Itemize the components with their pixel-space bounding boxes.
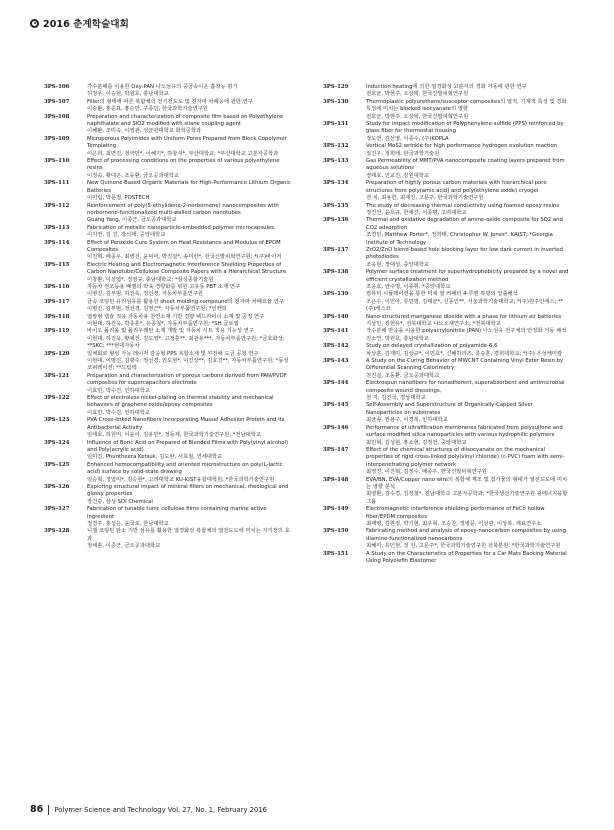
entry-title: Fabrication of tunable tunic cellulose films containing marine active ingredient <box>87 506 267 520</box>
entry-code: 3PS-120 <box>44 350 70 357</box>
entry-code: 3PS-144 <box>323 380 349 387</box>
entry-authors: 이창환, 이상엽*, 정영규, 충남대학교; *삼성종합기술원 <box>87 276 214 283</box>
abstract-entry <box>44 240 292 262</box>
entry-title: Effect of electroless nickel-plating on thermal stability and mechanical behaviors of graphene oxide/epoxy composites <box>87 395 274 409</box>
entry-code: 3PS-151 <box>323 550 349 557</box>
entry-authors: 전호균, 박현주, 오상택, 한국신발피혁연구원 <box>366 113 469 120</box>
entry-title: Filler의 형태에 따른 복합체의 전기전도도 및 전자파 차폐능에 관한 연구 <box>87 98 253 105</box>
entry-body <box>87 180 292 202</box>
entry-title: 열쌍형 캡슐 적용 자동차용 천연소재 기반 경량 헤드라이너 소재 및 공정 연구 <box>87 313 265 320</box>
abstract-entry <box>323 158 571 180</box>
entry-authors: 조욱현, 정대성, 중앙대학교 <box>366 261 430 268</box>
entry-code: 3PS-127 <box>44 506 70 513</box>
left-column <box>44 84 292 551</box>
abstract-entry <box>44 114 292 136</box>
entry-code: 3PS-124 <box>44 439 70 446</box>
entry-code: 3PS-139 <box>323 291 349 298</box>
abstract-entry <box>323 477 571 507</box>
entry-code: 3PS-122 <box>44 395 70 402</box>
entry-authors: 임태호, 허원미, 이윤이, 김용민*, 정동제, 한국과학기술연구원; *전남대학교 <box>87 432 261 439</box>
entry-code: 3PS-131 <box>323 121 349 128</box>
entry-title: Electromagnetic interference shielding performance of FeCo hollow fiber/EPDM composites <box>366 506 545 520</box>
entry-title: Study on delayed crystallization of polyamide-6,6 <box>366 343 498 350</box>
abstract-entry <box>323 358 571 380</box>
abstract-entry <box>44 203 292 225</box>
entry-authors: 지상민, 김현용*, 전북대학교 나노소재연구소; *전북대학교 <box>366 321 501 327</box>
entry-body <box>87 417 292 439</box>
entry-code: 3PS-149 <box>323 506 349 513</box>
abstract-entry <box>44 328 292 350</box>
entry-code: 3PS-115 <box>44 261 70 268</box>
entry-title: Self-Assembly and Superstructure of Organically-Capped Silver Nanoparticles on substrates <box>366 402 533 416</box>
entry-authors: 이병진, 김부범, 정선경, 김영근*, 자동차부품연구원; *인켄틱 <box>87 306 227 313</box>
entry-code: 3PS-128 <box>44 528 70 535</box>
entry-title: Effect of the chemical structures of diisocyanate on the mechanical properties of rigid cross-linked poly(vinyl chloride) (c-PVC) foam with semi-interpenetrating polymer network <box>366 446 565 468</box>
conference-title: 2016 춘계학술대회 <box>43 19 129 30</box>
entry-authors: 정진우, 정희태, 한국과학기술원 <box>366 150 440 157</box>
entry-authors: 정도연, 김선영, 이종수, (주)KOPLA <box>366 135 449 142</box>
entry-body <box>87 528 292 550</box>
entry-code: 3PS-111 <box>44 180 70 187</box>
entry-body <box>87 373 292 395</box>
entry-code: 3PS-106 <box>44 84 70 90</box>
entry-code: 3PS-135 <box>323 202 349 209</box>
entry-title: PVA Cross-linked Nanofibers Incorporating Mussel Adhesion Protein and Its Antibacterial Activity <box>87 417 285 431</box>
entry-body <box>87 203 292 225</box>
entry-code: 3PS-108 <box>44 113 70 120</box>
abstract-entry <box>44 417 292 439</box>
entry-code: 3PS-125 <box>44 461 70 468</box>
entry-body <box>87 114 292 136</box>
page-header <box>30 16 129 30</box>
entry-authors: 임승혁, 정엽미*, 김승현*, 고려대학교 KU-KIST융합대학원; *한국과학기술연구원 <box>87 476 275 483</box>
abstract-entry <box>44 462 292 484</box>
entry-body <box>87 395 292 417</box>
entry-code: 3PS-119 <box>44 328 70 335</box>
entry-title: 가수분해를 이용한 Oxy-PAN 나노섬유의 중금속이온 흡착능 평가 <box>87 84 238 90</box>
entry-title: Preparation and characterization of composite film based on Polyethylene naphthalate and SiO2 modified with silane coupling agent <box>87 113 284 128</box>
entry-authors: 이미림, 박문정, POSTECH <box>87 195 150 202</box>
entry-title: Fabrication of metallic nanoparticle-embedded polymer microcapsules, <box>87 224 276 231</box>
entry-code: 3PS-145 <box>323 402 349 409</box>
entry-code: 3PS-129 <box>323 84 349 90</box>
entry-title: Preparation and characterization of porous carbons derived from PAN/PVDF composites for supercapacitors electrode <box>87 372 287 387</box>
entry-authors: 최민혁, 김성현, 홍소현, 김정건, 중앙대학교 <box>366 439 467 446</box>
entry-body <box>366 425 571 447</box>
abstract-entry <box>44 158 292 180</box>
abstract-entry <box>44 180 292 202</box>
page-number: 86 <box>30 804 44 815</box>
abstract-entry <box>44 506 292 528</box>
entry-body <box>366 143 571 158</box>
entry-authors: 이효민, 박수진, 인하대학교 <box>87 387 151 394</box>
entry-title: Induction heating에 의한 열경화성 고분자의 경화 거동에 관한 연구 <box>366 84 527 90</box>
entry-title: EVA/BN, EVA/Copper nano wire의 복합체 제조 및 첨가물의 형태가 열전도도에 미치는 영향 분석 <box>366 476 568 490</box>
entry-code: 3PS-107 <box>44 98 70 105</box>
entry-body <box>366 447 571 477</box>
abstract-entry <box>323 203 571 218</box>
entry-body <box>366 203 571 218</box>
entry-code: 3PS-134 <box>323 180 349 187</box>
entry-title: Exploring structural impact of mineral fillers on mechanical, rheological and glossy properties <box>87 483 289 498</box>
entry-authors: 조경민, Matthew Porter*, 정희태, Christopher W. Jones*, KAIST; *Georgia Institute of Technology <box>366 232 553 246</box>
entry-authors: 정세훈, 이종근, 금오공과대학교 <box>87 543 161 550</box>
entry-authors: 천진실, 조동환, 금오공과대학교 <box>366 372 440 379</box>
entry-authors: 최재영, 김현정, 박기현, 최우혁, 조승찬, 정병문, 이상관, 이상복, 재료연구소 <box>366 520 542 527</box>
entry-authors: 전호균, 박현주, 오상택, 한국신발피혁연구원 <box>366 91 469 98</box>
entry-title: Effect of Peroxide Cure System on Heat Resistance and Modulus of EPDM Composites <box>87 239 281 253</box>
entry-authors: 조은수, 이민아, 류민영, 김태균*, 신동인**, 서울과학기술대학교; *(주)원주인에스; **(주)케스코 <box>366 298 564 313</box>
entry-title: 컴퓨터 시뮬레이션을 통한 미세 열 커패터 4-루멘 튜빙의 압출해석 <box>366 291 518 298</box>
entry-title: Microporous Polyimides with Uniform Pores Prepared from Block Copolymer Templating <box>87 135 287 150</box>
abstract-entry <box>323 402 571 424</box>
entry-authors: 정태호, 인교진, 강원대학교 <box>366 172 430 179</box>
entry-body <box>366 343 571 358</box>
entry-title: Performance of ultrafiltration membranes fabricated from polysulfone and surface modified silica nanoparticles with various hydrophilic polymers <box>366 424 563 439</box>
entry-code: 3PS-113 <box>44 224 70 231</box>
entry-body <box>366 247 571 269</box>
right-column <box>323 84 571 565</box>
abstract-entry <box>323 343 571 358</box>
abstract-entry <box>323 180 571 202</box>
entry-authors: 이정숙, 황대곤, 조동환, 금오공과대학교 <box>87 172 179 179</box>
entry-title: Nano-structured manganese dioxide with a phase for lithium air batteries <box>366 313 562 320</box>
abstract-entry <box>44 225 292 240</box>
entry-body <box>366 402 571 424</box>
circle-bullet-icon <box>30 19 39 28</box>
entry-code: 3PS-140 <box>323 313 349 320</box>
entry-code: 3PS-133 <box>323 158 349 165</box>
entry-authors: 전 치, 최용한, 최재진, 고문주, 한국과학기술연구원 <box>366 195 484 202</box>
entry-body <box>87 99 292 114</box>
entry-title: Influence of Boric Acid on Prepared of Blended Films with Poly(vinyl alcohol) and Poly(acrylic acid) <box>87 439 289 453</box>
entry-title: 일체회로 형성 가능 레이저 감응형 PPS 복합소재 및 부전해 도금 공정 연구 <box>87 350 259 357</box>
entry-body <box>366 380 571 402</box>
entry-body <box>87 314 292 329</box>
abstract-entry <box>44 262 292 284</box>
abstract-entry <box>44 99 292 114</box>
entry-body <box>87 462 292 484</box>
entry-title: 니켈 코팅된 탄소 기반 섬유를 활용한 열경화성 복합체의 열전도도에 미치는 자기장의 효과 <box>87 528 290 542</box>
entry-title: ZrO2/ZnO blend-based hole blocking layer for low dark current in inverted photodiodes <box>366 246 563 261</box>
entry-authors: 진소연, 박원호, 충남대학교 <box>366 335 430 342</box>
entry-code: 3PS-118 <box>44 313 70 320</box>
entry-authors: 이현대, 하진욱, 박종훈*, 유종철*, 자동차부품연구원; *SH 글로벌 <box>87 321 239 327</box>
entry-body <box>87 262 292 284</box>
entry-title: Electrospun nanofibers for nonadherent, superabsorbent and antimicrobial composite wound dressings, <box>366 380 565 394</box>
entry-title: A Study on the Curing Behavior of MWCNT Containing Vinyl Ester Resin by Differential Scanning Calorimetry <box>366 358 564 372</box>
entry-code: 3PS-143 <box>323 358 349 365</box>
abstract-entry <box>44 528 292 550</box>
abstract-entry <box>44 351 292 373</box>
abstract-entry <box>44 284 292 299</box>
entry-title: A Study on the Characteristics of Properties for a Car Mats Backing Material Using Polyolefin Elastomer <box>366 550 567 564</box>
entry-authors: 천 지, 김진국, 경상대학교 <box>366 395 426 402</box>
abstract-entry <box>44 373 292 395</box>
entry-title: Polymer surface treatment for superhydrophobicity prepared by a novel and efficient crystallization method <box>366 269 569 283</box>
entry-title: Fabricating method and analysis of epoxy-nanocarbon composites by using diamine-functionalized nanocarbons <box>366 528 567 542</box>
entry-title: New Quinone-Based Organic Materials for High-Performance Lithium Organic Batteries <box>87 180 291 194</box>
entry-code: 3PS-147 <box>323 446 349 453</box>
abstract-entry <box>323 528 571 550</box>
abstract-entry <box>44 84 292 99</box>
entry-code: 3PS-148 <box>323 476 349 483</box>
entry-code: 3PS-132 <box>323 143 349 150</box>
abstract-entry <box>44 484 292 506</box>
entry-body <box>366 291 571 313</box>
abstract-entry <box>323 314 571 329</box>
entry-body <box>366 121 571 143</box>
entry-authors: 최균송, 권용구, 이경복, 인하대학교 <box>366 417 448 424</box>
entry-body <box>366 528 571 550</box>
abstract-entry <box>44 395 292 417</box>
abstract-entry <box>44 136 292 158</box>
entry-body <box>366 477 571 507</box>
entry-title: Enhanced hemocompatibility and oriented microstructure on poly(L-lactic acid) surface by solid-state drawing <box>87 461 283 476</box>
entry-authors: 임미진, Phuntheera Ketsuk, 김도완, 서효철, 연세대학교 <box>87 454 223 461</box>
entry-code: 3PS-126 <box>44 483 70 490</box>
entry-code: 3PS-110 <box>44 158 70 165</box>
footer-divider <box>48 805 49 815</box>
entry-title: The study of decreasing thermal conductivity using foamed epoxy resins <box>366 202 560 209</box>
abstract-entry <box>323 143 571 158</box>
abstract-entry <box>323 84 571 99</box>
entry-body <box>366 99 571 121</box>
entry-title: Preparation of highly porous carbon materials with hierarchical pore structures from poly(amic acid) and poly(ethylene oxide) cryogel <box>366 180 547 194</box>
abstract-entry <box>323 551 571 566</box>
entry-authors: 최혜미, 유인현, 정 진, 고문주*, 한국과학기술연구원 전북분원; *한국과학기술연구원 <box>366 543 561 550</box>
entry-body <box>87 440 292 462</box>
entry-authors: 허정우, 이승현, 박원호, 충남대학교 <box>87 91 169 98</box>
abstract-entry <box>323 425 571 447</box>
entry-code: 3PS-109 <box>44 135 70 142</box>
entry-body <box>87 299 292 314</box>
entry-title: Gas Permeability of MMT/PVA nanocomposite coating layers prepared from aqueous solutions <box>366 158 565 172</box>
entry-title: 금속 코팅된 유리섬유를 활용한 sheet molding compound의 전자파 차폐효율 연구 <box>87 298 284 305</box>
abstract-entry <box>44 299 292 314</box>
entry-code: 3PS-138 <box>323 269 349 276</box>
entry-code: 3PS-114 <box>44 239 70 246</box>
entry-body <box>87 484 292 506</box>
entry-authors: 차상훈, 김재미, 김상규*, 이민호*, 신혜하리즈, 류승훈, 경희대학교; *(주) 우성케미칼 <box>366 350 563 357</box>
entry-authors: 이혜환, 조미숙, 이영관, 성균관대학교 화학공학과 <box>87 128 202 135</box>
entry-authors: 이효민, 박수진, 인하대학교 <box>87 409 151 416</box>
entry-body <box>87 240 292 262</box>
entry-body <box>366 358 571 380</box>
entry-authors: Guang Yang, 이종근, 금오공과대학교 <box>87 217 177 224</box>
entry-body <box>87 284 292 299</box>
entry-body <box>366 84 571 99</box>
entry-title: Vertical MoS2 wrinkle for high performance hydrogen evolution reaction <box>366 143 558 150</box>
entry-authors: 장건승, 삼성 SDI Chemical <box>87 498 153 505</box>
abstract-entry <box>323 121 571 143</box>
entry-body <box>87 84 292 99</box>
entry-code: 3PS-146 <box>323 424 349 431</box>
entry-title: Effect of processing conditions on the properties of various polyethylene resins <box>87 158 280 172</box>
entry-body <box>366 328 571 343</box>
entry-authors: 조윤호, 안수영, 이종휘, *중앙대학교 <box>366 283 451 290</box>
entry-authors: 이지연, 김 진, 장석태, 중앙대학교 <box>87 232 166 239</box>
entry-body <box>366 551 571 566</box>
entry-body <box>366 180 571 202</box>
entry-code: 3PS-116 <box>44 283 70 290</box>
entry-code: 3PS-141 <box>323 328 349 335</box>
abstract-entry <box>323 447 571 477</box>
abstract-entry <box>323 506 571 528</box>
entry-authors: 이병진, 김부범, 하진욱, 정선경, 자동차부품연구원 <box>87 291 203 298</box>
entry-code: 3PS-136 <box>323 217 349 224</box>
entry-body <box>87 158 292 180</box>
entry-body <box>87 506 292 528</box>
entry-title: Thermal and oxidative degradation of amine-oxide composite for SO2 and CO2 adsorption <box>366 217 563 231</box>
entry-body <box>87 351 292 373</box>
entry-code: 3PS-137 <box>323 246 349 253</box>
entry-title: 가수분해 반응을 이용한 polyacrylonitrile (PAN) 나노섬유 전구체의 안정화 거동 해석 <box>366 328 567 335</box>
abstract-entry <box>323 291 571 313</box>
entry-body <box>366 158 571 180</box>
entry-title: Electric Heating and Electromagnetic Interference Shielding Properties of Carbon Nanotube/Cellulose Composite Papers with a Hierarchical Structure <box>87 261 287 276</box>
entry-code: 3PS-150 <box>323 528 349 535</box>
entry-code: 3PS-142 <box>323 343 349 350</box>
entry-authors: 이현대, 이명진, 김광수, 정선경, 권도현*, 이진상**, 김효진**, 자동차부품연구원; *동성코퍼레이션; **드림텍 <box>87 358 289 372</box>
entry-authors: 정진산, 윤호규, 한세진, 서종명, 고려대학교 <box>366 209 467 216</box>
entry-body <box>87 328 292 350</box>
abstract-entry <box>44 314 292 329</box>
abstract-entry <box>44 440 292 462</box>
entry-title: 바이오 폴리올 및 폴리우레탄 소재 개발 및 자동차 시트 적용 기능성 연구 <box>87 328 254 335</box>
entry-code: 3PS-112 <box>44 202 70 209</box>
entry-authors: 이은희, 최면진, 정극민*, 이혜기*, 하창식*, 부산대학교; *부산대학교 고분자공학과 <box>87 150 279 157</box>
entry-code: 3PS-130 <box>323 98 349 105</box>
entry-title: 자동차 전조등용 배젤의 박육 경량화를 위한 고유동 PBT 소재 연구 <box>87 283 241 290</box>
abstract-entry <box>323 328 571 343</box>
abstract-entry <box>323 380 571 402</box>
page-footer <box>30 804 267 815</box>
entry-body <box>366 269 571 291</box>
abstract-entry <box>323 217 571 247</box>
entry-authors: 이승환, 홍준표, 홍순만, 구종민, 한국과학기술연구원 <box>87 106 208 113</box>
abstract-entry <box>323 247 571 269</box>
entry-authors: 최영진, 이진혁, 김정수, 배종우, 한국신발피혁연구원 <box>366 469 487 476</box>
journal-citation: Polymer Science and Technology Vol. 27, No. 1, February 2016 <box>54 805 267 814</box>
entry-authors: 최영환, 김수경, 김정철*, 전남대학교 고분자공학과; *한국생산기술연구원 광에너지융합그룹 <box>366 491 568 505</box>
entry-code: 3PS-123 <box>44 417 70 424</box>
entry-body <box>87 136 292 158</box>
entry-code: 3PS-117 <box>44 298 70 305</box>
entry-body <box>366 217 571 247</box>
entry-body <box>366 506 571 528</box>
entry-body <box>366 314 571 329</box>
abstract-entry <box>323 99 571 121</box>
entry-body <box>87 225 292 240</box>
entry-authors: 정경주, 홍성은, 윤국로, 한남대학교 <box>87 520 169 527</box>
abstract-entry <box>323 269 571 291</box>
entry-authors: 이현대, 하진욱, 황예진, 김도영*, 고정훈**, 최관용***, 자동차부품연구원; *금호화성; **SKC; ***현대자동차 <box>87 335 285 350</box>
entry-title: Reinforcement of poly(5-ethylidene-2-norbornene) nanocomposites with norbornene-functionalized multi-walled carbon nanotubes <box>87 202 279 216</box>
entry-code: 3PS-121 <box>44 372 70 379</box>
entry-authors: 이진혁, 배종우, 최병진, 윤덕미, 박진걸*, 송미란*, 한국신발피혁연구원; *(주)바이저 <box>87 254 282 261</box>
entry-title: Thermoplastic polyurethane/susceptor composites의 열적, 기계적 특성 및 경화특성에 미치는 blocked isocyanate의 영향 <box>366 98 567 113</box>
entry-title: Study for impact modification of Polyphenylene-sulfide (PPS) reinforced by glass fiber for thermostat housing <box>366 121 564 135</box>
